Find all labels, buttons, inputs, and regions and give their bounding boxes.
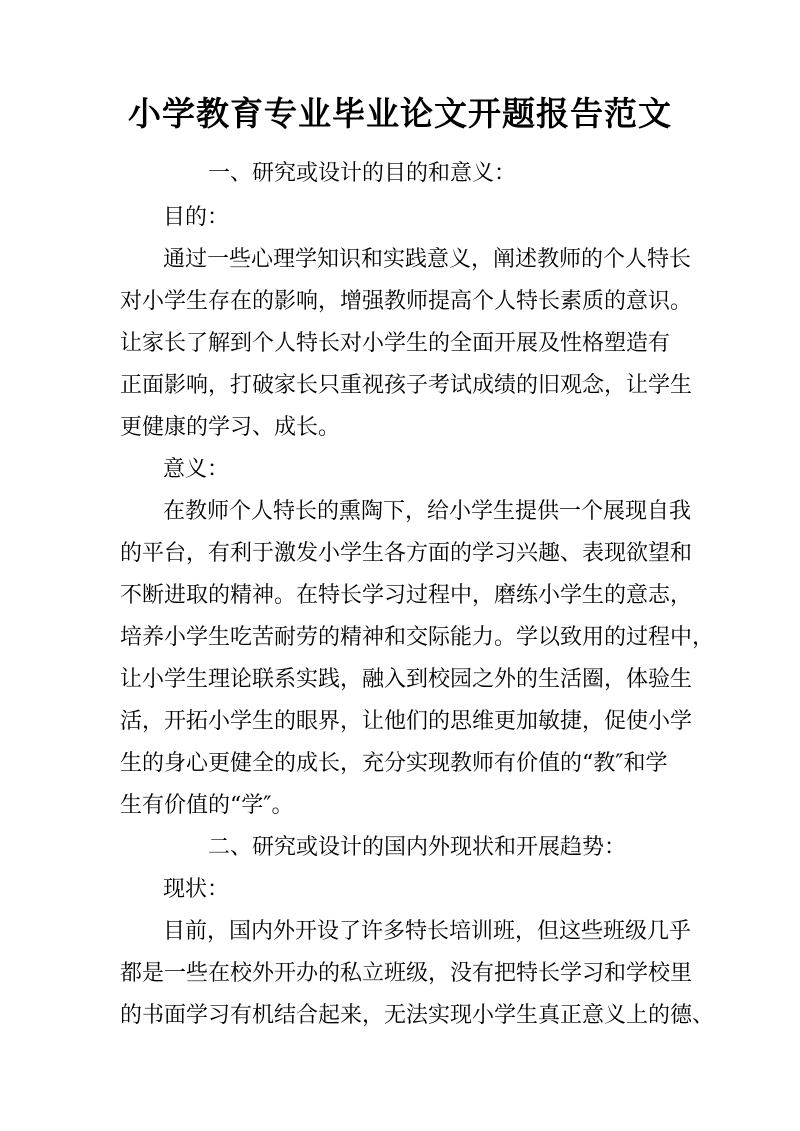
paragraph-line: 生的身心更健全的成长，充分实现教师有价值的“教″和学: [120, 751, 668, 776]
paragraph-line: 更健康的学习、成长。: [120, 415, 341, 440]
section-heading-1: 一、研究或设计的目的和意义：: [208, 161, 517, 186]
paragraph-line: 让小学生理论联系实践，融入到校园之外的生活圈，体验生: [120, 667, 693, 692]
paragraph-line: 都是一些在校外开办的私立班级，没有把特长学习和学校里: [120, 961, 693, 986]
paragraph-line: 在教师个人特长的熏陶下，给小学生提供一个展现自我: [163, 499, 692, 524]
paragraph-line: 通过一些心理学知识和实践意义，阐述教师的个人特长: [163, 247, 692, 272]
document-title: 小学教育专业毕业论文开题报告范文: [128, 94, 672, 133]
paragraph-line: 生有价值的“学″。: [120, 793, 294, 818]
paragraph-line: 的平台，有利于激发小学生各方面的学习兴趣、表现欲望和: [120, 541, 693, 566]
paragraph-line: 不断进取的精神。在特长学习过程中，磨练小学生的意志，: [120, 583, 693, 608]
paragraph-line: 目前，国内外开设了许多特长培训班，但这些班级几乎: [163, 919, 692, 944]
paragraph-line: 活，开拓小学生的眼界，让他们的思维更加敏捷，促使小学: [120, 709, 693, 734]
subheading-purpose: 目的：: [163, 205, 230, 230]
paragraph-line: 让家长了解到个人特长对小学生的全面开展及性格塑造有: [120, 331, 671, 356]
subheading-status: 现状：: [163, 877, 230, 902]
paragraph-line: 的书面学习有机结合起来，无法实现小学生真正意义上的德、: [120, 1003, 715, 1028]
subheading-significance: 意义：: [163, 457, 230, 482]
paragraph-line: 对小学生存在的影响，增强教师提高个人特长素质的意识。: [120, 289, 693, 314]
paragraph-line: 正面影响，打破家长只重视孩子考试成绩的旧观念，让学生: [120, 373, 693, 398]
section-heading-2: 二、研究或设计的国内外现状和开展趋势：: [208, 835, 627, 860]
paragraph-line: 培养小学生吃苦耐劳的精神和交际能力。学以致用的过程中，: [120, 625, 715, 650]
